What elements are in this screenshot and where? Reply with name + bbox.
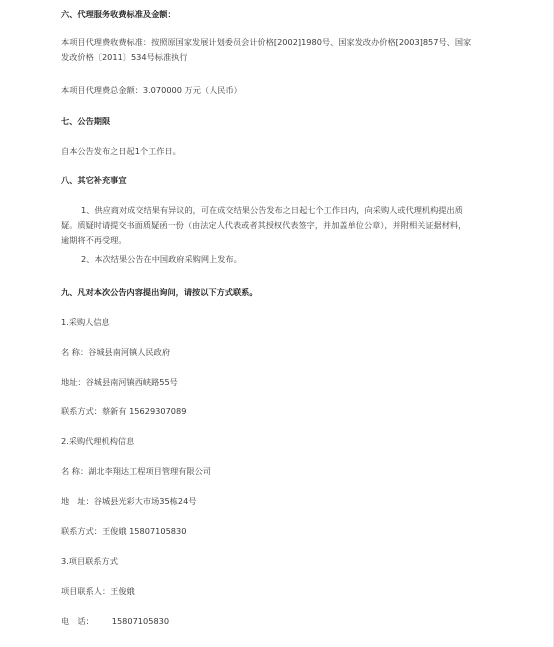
project-contact-title: 3.项目联系方式: [61, 556, 118, 566]
purchaser-info-title: 1.采购人信息: [61, 317, 110, 327]
section-9-heading: 九、凡对本次公告内容提出询问，请按以下方式联系。: [61, 287, 258, 297]
supplement-item-1-line-1: 1、供应商对成交结果有异议的，可在成交结果公告发布之日起七个工作日内，向采购人或代理机构提出质: [81, 205, 463, 215]
purchaser-contact: 联系方式：蔡新有 15629307089: [61, 406, 187, 416]
agency-address-value: 谷城县光彩大市场35栋24号: [93, 496, 197, 506]
section-8-heading: 八、其它补充事宜: [61, 175, 127, 185]
purchaser-address: 地址：谷城县南河镇西峡路55号: [61, 377, 178, 387]
agency-address: [61, 495, 196, 507]
agency-name: 名 称：湖北李翔达工程项目管理有限公司: [61, 466, 211, 476]
project-contact-person: 项目联系人：王俊娥: [61, 586, 135, 596]
section-6-heading: 六、代理服务收费标准及金额：: [61, 9, 176, 19]
agency-address-label: 地 址：: [61, 496, 94, 506]
supplement-item-1-line-2: 疑。质疑时请提交书面质疑函一份（由法定人代表或者其授权代表签字，并加盖单位公章），并附相关证据材料，: [61, 220, 467, 230]
supplement-item-2: 2、本次结果公告在中国政府采购网上发布。: [81, 254, 242, 264]
fee-standard-line-2: 发改价格〔2011〕534号标准执行: [61, 52, 188, 62]
section-7-heading: 七、公告期限: [61, 116, 111, 126]
purchaser-name: 名 称：谷城县南河镇人民政府: [61, 347, 171, 357]
fee-total: 本项目代理费总金额：3.070000 万元（人民币）: [61, 85, 242, 95]
agency-contact: 联系方式：王俊娥 15807105830: [61, 526, 187, 536]
project-phone-value: 15807105830: [111, 616, 170, 626]
project-phone-label: 电 话：: [61, 616, 94, 626]
notice-period-text: 自本公告发布之日起1个工作日。: [61, 146, 181, 156]
fee-standard-line-1: 本项目代理费收费标准：按照原国家发展计划委员会计价格[2002]1980号、国家发改办价格[2003]857号、国家: [61, 37, 472, 47]
project-phone: [61, 615, 169, 627]
agency-info-title: 2.采购代理机构信息: [61, 436, 135, 446]
supplement-item-1-line-3: 逾期将不再受理。: [61, 235, 127, 245]
